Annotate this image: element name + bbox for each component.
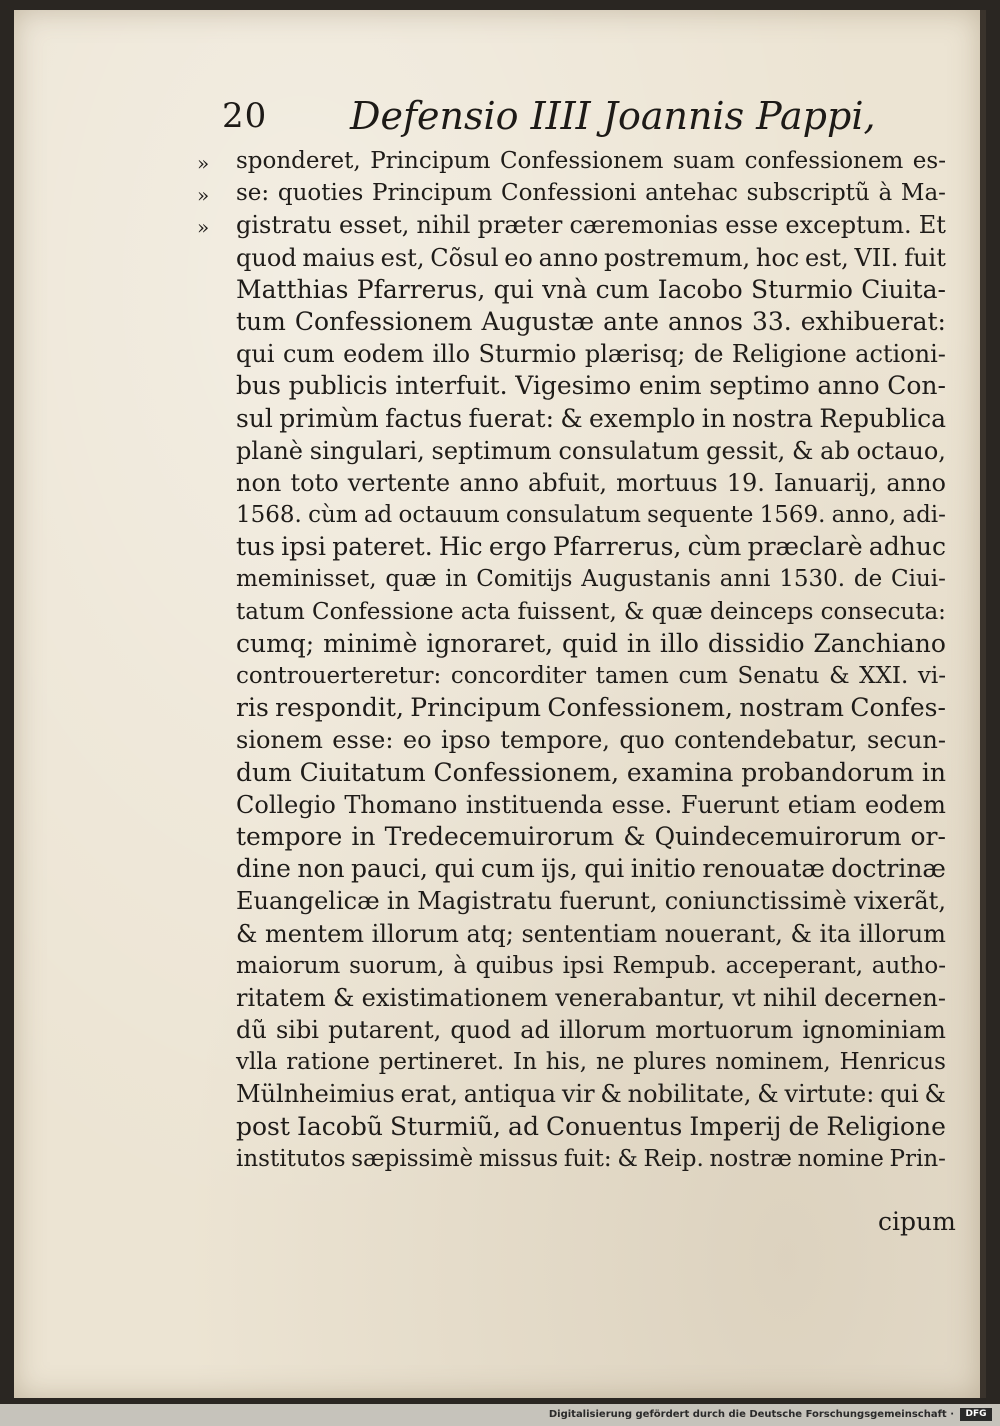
text-line: Collegio Thomano instituenda esse. Fuerunt etiam eodem [236,790,946,819]
text-line: ritatem & existimationem venerabantur, vt nihil decernen- [236,983,946,1012]
quote-marker: » [197,151,210,175]
running-title: Defensio IIII Joannis Pappi, [350,94,876,138]
text-line: controuerteretur: concorditer tamen cum Senatu & XXI. vi- [236,663,946,689]
quote-marker: » [197,183,210,208]
text-line: gistratu esset, nihil præter cæremonias esse exceptum. Et [236,211,946,240]
text-line: se: quoties Principum Confessioni antehac subscriptũ à Ma- [236,180,946,207]
text-line: & mentem illorum atq; sententiam nouerant, & ita illorum [236,919,946,948]
quotation-markers [197,145,233,242]
quote-marker: » [197,215,210,240]
text-line: dum Ciuitatum Confessionem, examina probandorum in [236,757,946,787]
page-edge [980,10,986,1398]
text-line: sionem esse: eo ipso tempore, quo contendebatur, secun- [236,726,946,755]
text-line: tus ipsi pateret. Hic ergo Pfarrerus, cùm præclarè adhuc [236,532,946,562]
text-line: ris respondit, Principum Confessionem, nostram Confes- [236,693,946,723]
text-line: dũ sibi putarent, quod ad illorum mortuorum ignominiam [236,1016,946,1045]
dfg-logo: DFG [960,1408,992,1421]
text-line: sponderet, Principum Confessionem suam confessionem es- [236,148,946,174]
body-text [236,145,946,1175]
digitization-credit: Digitalisierung gefördert durch die Deutsche Forschungsgemeinschaft · [548,1409,954,1420]
text-line: tempore in Tredecemuirorum & Quindecemuirorum or- [236,821,946,851]
text-line: qui cum eodem illo Sturmio plærisq; de Religione actioni- [236,340,946,369]
text-line: Mülnheimius erat, antiqua vir & nobilitate, & virtute: qui & [236,1080,946,1109]
page-number: 20 [222,96,268,136]
text-line: bus publicis interfuit. Vigesimo enim septimo anno Con- [236,371,946,401]
text-line: institutos sæpissimè missus fuit: & Reip. nostræ nomine Prin- [236,1145,946,1172]
text-line: maiorum suorum, à quibus ipsi Rempub. acceperant, autho- [236,952,946,979]
text-line: tatum Confessione acta fuissent, & quæ deinceps consecuta: [236,598,946,625]
page-header [222,88,876,148]
text-line: post Iacobũ Sturmiũ, ad Conuentus Imperij de Religione [236,1111,946,1141]
text-line: meminisset, quæ in Comitijs Augustanis anni 1530. de Ciui- [236,566,946,593]
text-line: Matthias Pfarrerus, qui vnà cum Iacobo Sturmio Ciuita- [236,274,946,304]
text-line: dine non pauci, qui cum ijs, qui initio renouatæ doctrinæ [236,854,946,884]
text-line: 1568. cùm ad octauum consulatum sequente 1569. anno, adi- [236,502,946,529]
text-line: non toto vertente anno abfuit, mortuus 19. Ianuarij, anno [236,468,946,497]
text-line: tum Confessionem Augustæ ante annos 33. exhibuerat: [236,306,946,336]
text-line: sul primùm factus fuerat: & exemplo in nostra Republica [236,403,946,433]
text-line: cumq; minimè ignoraret, quid in illo dissidio Zanchiano [236,628,946,658]
text-line: quod maius est, Cõsul eo anno postremum, hoc est, VII. fuit [236,243,946,272]
text-line: planè singulari, septimum consulatum gessit, & ab octauo, [236,436,946,465]
text-line: vlla ratione pertineret. In his, ne plures nominem, Henricus [236,1049,946,1076]
text-line: Euangelicæ in Magistratu fuerunt, coniunctissimè vixerãt, [236,887,946,916]
catchword: cipum [878,1207,956,1236]
